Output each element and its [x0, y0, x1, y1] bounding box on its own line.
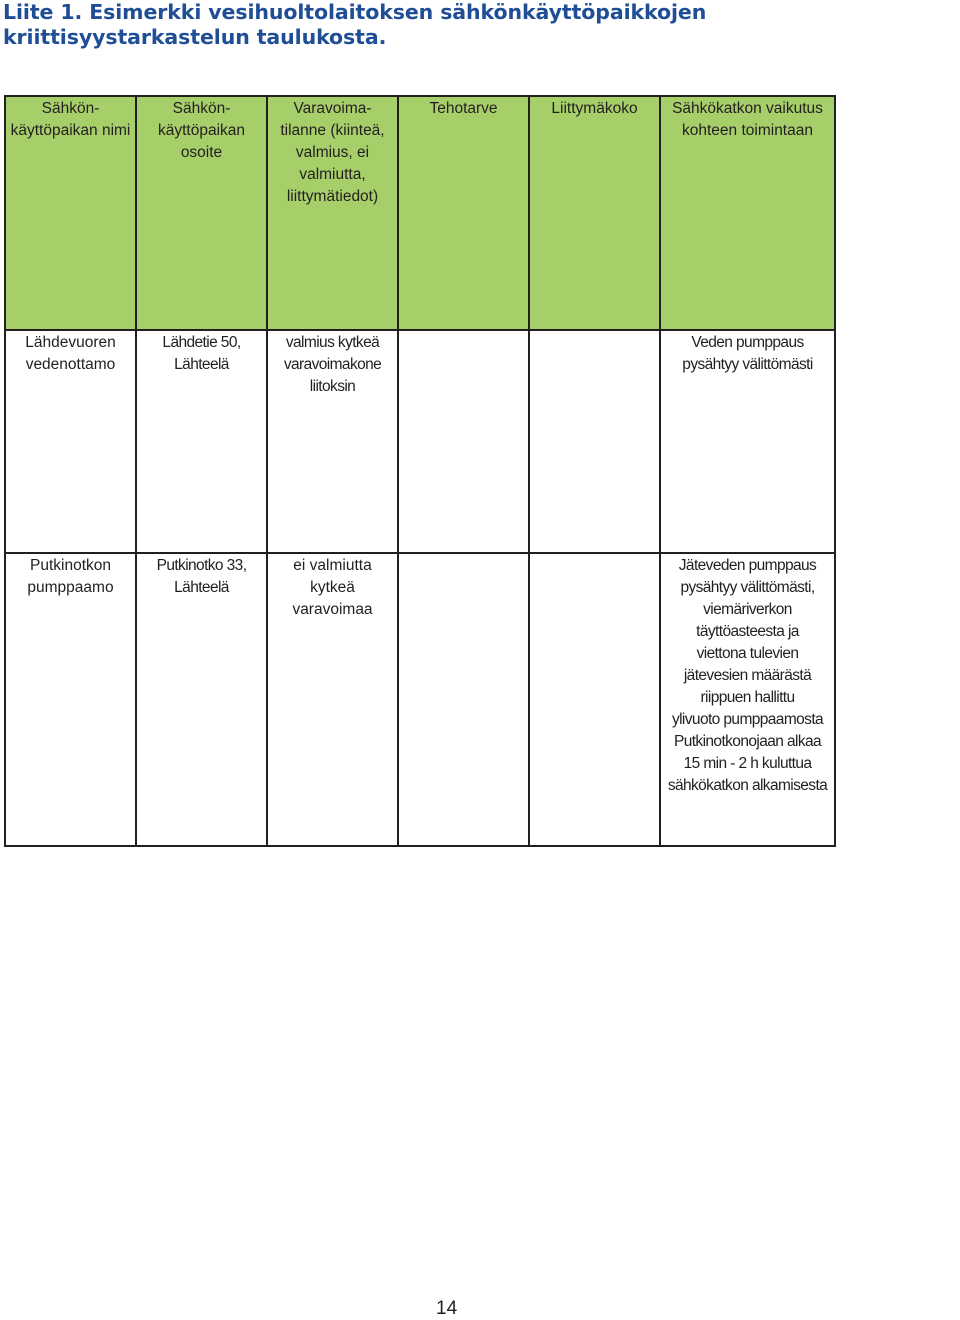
table-row — [5, 330, 835, 553]
header-site-name: Sähkön- käyttöpaikan nimi — [5, 96, 136, 330]
cell-outage-impact: Veden pumppaus pysähtyy välittömästi — [660, 330, 835, 553]
cell-power-demand — [398, 330, 529, 553]
criticality-table — [4, 95, 836, 847]
table-row — [5, 553, 835, 846]
header-connection-size: Liittymäkoko — [529, 96, 660, 330]
cell-site-address: Lähdetie 50, Lähteelä — [136, 330, 267, 553]
header-site-address: Sähkön- käyttöpaikan osoite — [136, 96, 267, 330]
cell-site-name: Putkinotkon pumppaamo — [5, 553, 136, 846]
header-power-demand: Tehotarve — [398, 96, 529, 330]
header-outage-impact: Sähkökatkon vaikutus kohteen toimintaan — [660, 96, 835, 330]
header-backup-power-status: Varavoima- tilanne (kiinteä, valmius, ei valmiutta, liittymätiedot) — [267, 96, 398, 330]
cell-outage-impact: Jäteveden pumppaus pysähtyy välittömästi, viemäriverkon täyttöasteesta ja viettona tulevien jätevesien määrästä riippuen hallittu ylivuoto pumppaamosta Putkinotkonojaan alkaa 15 min - 2 h kuluttua sähkökatkon alkamisesta — [660, 553, 835, 846]
page-number: 14 — [436, 1298, 458, 1319]
table-header-row — [5, 96, 835, 330]
cell-power-demand — [398, 553, 529, 846]
cell-backup-power-status: ei valmiutta kytkeä varavoimaa — [267, 553, 398, 846]
cell-site-address: Putkinotko 33, Lähteelä — [136, 553, 267, 846]
cell-connection-size — [529, 330, 660, 553]
cell-site-name: Lähdevuoren vedenottamo — [5, 330, 136, 553]
cell-backup-power-status: valmius kytkeä varavoimakone liitoksin — [267, 330, 398, 553]
page-title: Liite 1. Esimerkki vesihuoltolaitoksen sähkönkäyttöpaikkojen kriittisyystarkastelun taulukosta. — [3, 0, 707, 49]
cell-connection-size — [529, 553, 660, 846]
